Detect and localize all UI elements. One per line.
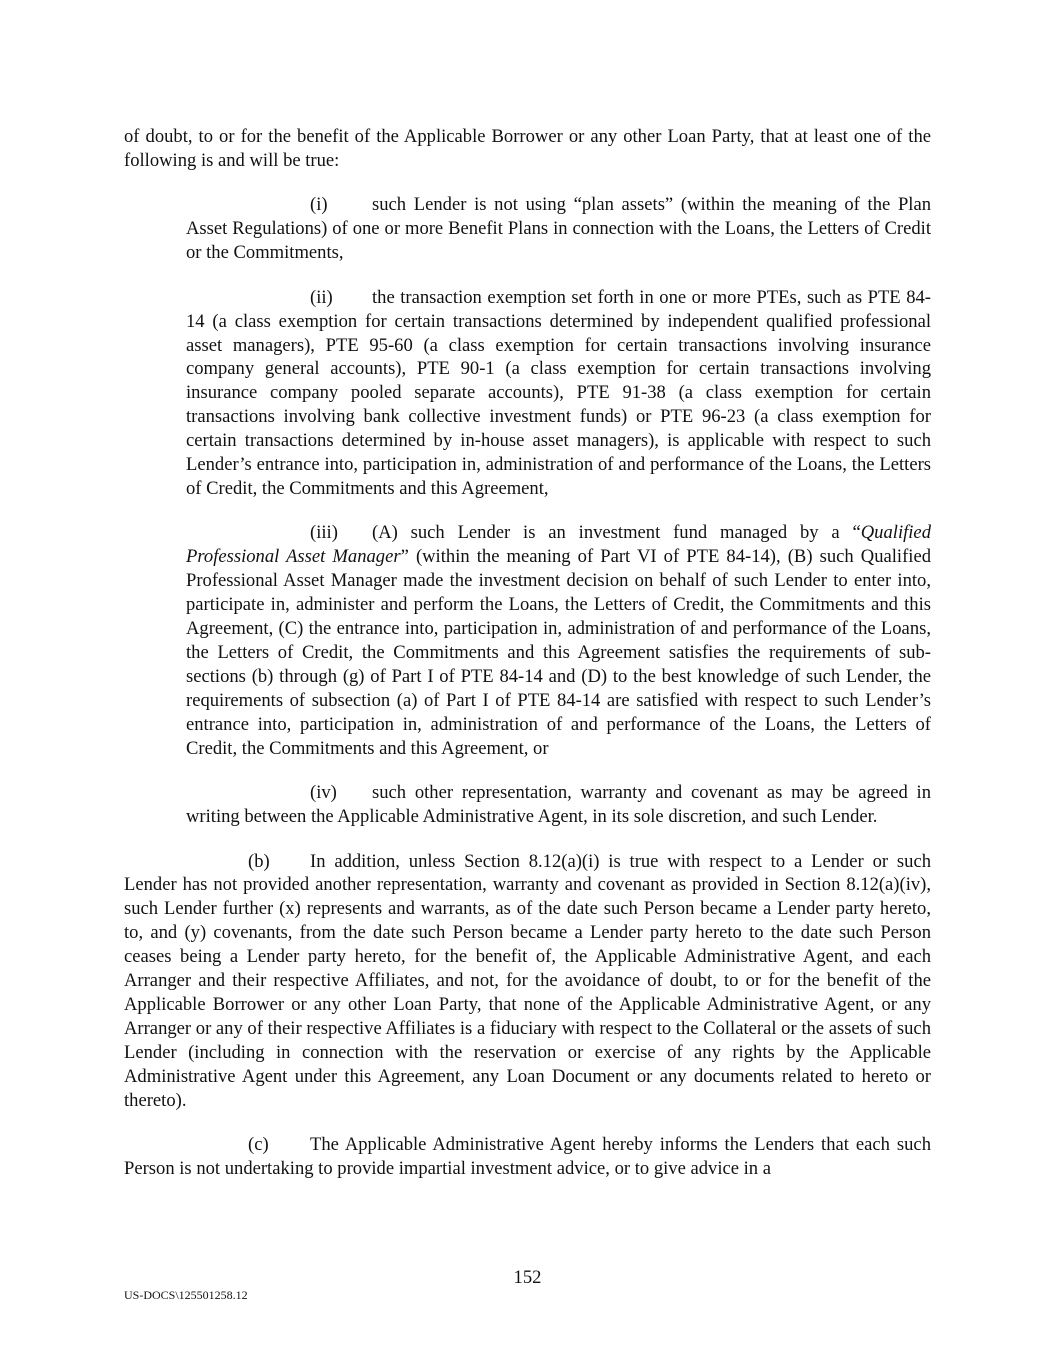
clause-number: (iv) xyxy=(310,782,337,804)
section-number: (b) xyxy=(248,850,270,872)
document-body xyxy=(124,125,931,1181)
clause-number: (ii) xyxy=(310,286,333,308)
clause-text: such Lender is not using “plan assets” (within the meaning of the Plan Asset Regulations) of one or more Benefit Plans in connection with the Loans, the Letters of Credit or the Commitments, xyxy=(186,194,931,264)
section-c xyxy=(124,1133,931,1181)
clause-iv xyxy=(186,781,931,829)
section-number: (c) xyxy=(248,1134,269,1156)
intro-paragraph: of doubt, to or for the benefit of the Applicable Borrower or any other Loan Party, that at least one of the following is and will be true: xyxy=(124,126,931,171)
clause-number: (iii) xyxy=(310,522,338,544)
page-number: 152 xyxy=(513,1267,542,1288)
section-b xyxy=(124,850,931,1113)
section-text: In addition, unless Section 8.12(a)(i) is true with respect to a Lender or such Lender has not provided another representation, warranty and covenant as provided in Section 8.12(a)(iv), such Lender further (x) represents and warrants, as of the date such Person became a Lender party hereto, to, and (y) covenants, from the date such Person became a Lender party hereto to the date such Person ceases being a Lender party hereto, for the benefit of, the Applicable Administrative Agent, and each Arranger and their respective Affiliates, and not, for the avoidance of doubt, to or for the benefit of the Applicable Borrower or any other Loan Party, that none of the Applicable Administrative Agent, or any Arranger or any of their respective Affiliates is a fiduciary with respect to the Collateral or the assets of such Lender (including in connection with the reservation or exercise of any rights by the Applicable Administrative Agent under this Agreement, any Loan Document or any documents related to hereto or thereto). xyxy=(124,850,931,1111)
section-text: The Applicable Administrative Agent hereby informs the Lenders that each such Person is not undertaking to provide impartial investment advice, or to give advice in a xyxy=(124,1134,931,1179)
document-id: US-DOCS\125501258.12 xyxy=(124,1288,248,1302)
clause-i xyxy=(186,193,931,265)
clause-text: the transaction exemption set forth in one or more PTEs, such as PTE 84-14 (a class exemption for certain transactions determined by independent qualified professional asset managers), PTE 95-60 (a class exemption for certain transactions involving insurance company general accounts), PTE 90-1 (a class exemption for certain transactions involving insurance company pooled separate accounts), PTE 91-38 (a class exemption for certain transactions involving bank collective investment funds) or PTE 96-23 (a class exemption for certain transactions determined by in-house asset managers), is applicable with respect to such Lender’s entrance into, participation in, administration of and performance of the Loans, the Letters of Credit, the Commitments and this Agreement, xyxy=(186,286,931,499)
clause-text-after: ” (within the meaning of Part VI of PTE 84-14), (B) such Qualified Professional Asset Manager made the investment decision on behalf of such Lender to enter into, participate in, administer and perform the Loans, the Letters of Credit, the Commitments and this Agreement, (C) the entrance into, participation in, administration of and performance of the Loans, the Letters of Credit, the Commitments and this Agreement satisfies the requirements of sub-sections (b) through (g) of Part I of PTE 84-14 and (D) to the best knowledge of such Lender, the requirements of subsection (a) of Part I of PTE 84-14 are satisfied with respect to such Lender’s entrance into, participation in, administration of and performance of the Loans, the Letters of Credit, the Commitments and this Agreement, or xyxy=(186,546,931,759)
clause-ii xyxy=(186,286,931,501)
defined-term: Qualified Professional Asset Manager xyxy=(186,522,931,568)
clause-text: such other representation, warranty and covenant as may be agreed in writing between the Applicable Administrative Agent, in its sole discretion, and such Lender. xyxy=(186,782,931,828)
clause-number: (i) xyxy=(310,194,328,216)
clause-iii xyxy=(186,521,931,760)
clause-text-before: (A) such Lender is an investment fund managed by a “ xyxy=(372,522,861,544)
